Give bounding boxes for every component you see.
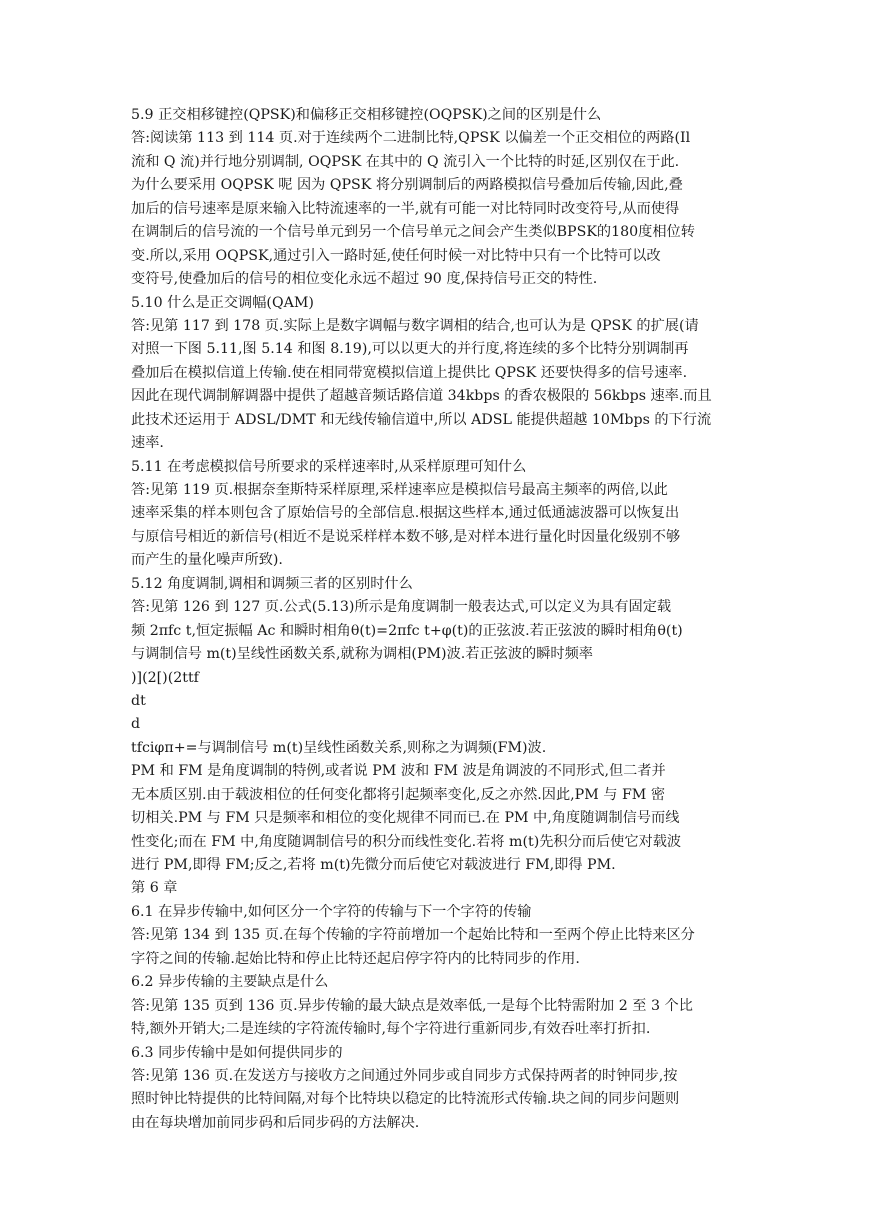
text-line: 为什么要采用 OQPSK 呢 因为 QPSK 将分别调制后的两路模拟信号叠加后传输,因此,叠 xyxy=(131,177,683,194)
text-line: PM 和 FM 是角度调制的特例,或者说 PM 波和 FM 波是角调波的不同形式,但二者并 xyxy=(131,763,666,780)
text-line: 答:见第 126 到 127 页.公式(5.13)所示是角度调制一般表达式,可以定义为具有固定载 xyxy=(131,599,672,616)
text-line: 6.1 在异步传输中,如何区分一个字符的传输与下一个字符的传输 xyxy=(131,903,532,920)
text-line: tfciφπ+=与调制信号 m(t)呈线性函数关系,则称之为调频(FM)波. xyxy=(131,739,547,756)
text-line: 照时钟比特提供的比特间隔,对每个比特块以稳定的比特流形式传输.块之间的同步问题则 xyxy=(131,1091,680,1108)
text-line: 由在每块增加前同步码和后同步码的方法解决. xyxy=(131,1114,420,1131)
text-line: 5.9 正交相移键控(QPSK)和偏移正交相移键控(OQPSK)之间的区别是什么 xyxy=(131,107,602,123)
text-line: 速率采集的样本则包含了原始信号的全部信息.根据这些样本,通过低通滤波器可以恢复出 xyxy=(131,505,680,522)
text-line: 5.11 在考虑模拟信号所要求的采样速率时,从采样原理可知什么 xyxy=(131,458,527,475)
text-line: 而产生的量化噪声所致). xyxy=(131,552,283,569)
text-line: 答:见第 117 到 178 页.实际上是数字调幅与数字调相的结合,也可认为是 QPSK 的扩展(请 xyxy=(131,317,699,334)
text-line: dt xyxy=(131,692,146,709)
text-line: 与调制信号 m(t)呈线性函数关系,就称为调相(PM)波.若正弦波的瞬时频率 xyxy=(131,646,593,663)
document-body xyxy=(131,104,751,1135)
text-line: 答:阅读第 113 到 114 页.对于连续两个二进制比特,QPSK 以偏差一个正交相位的两路(Il xyxy=(131,130,691,147)
text-line: d xyxy=(131,716,141,733)
text-line: )](2[)(2ttf xyxy=(131,669,199,686)
text-line: 此技术还运用于 ADSL/DMT 和无线传输信道中,所以 ADSL 能提供超越 10Mbps 的下行流 xyxy=(131,411,712,428)
text-line: 速率. xyxy=(131,435,164,452)
text-line: 切相关.PM 与 FM 只是频率和相位的变化规律不同而已.在 PM 中,角度随调制信号而线 xyxy=(131,810,680,827)
text-line: 对照一下图 5.11,图 5.14 和图 8.19),可以以更大的并行度,将连续的多个比特分别调制再 xyxy=(131,341,689,358)
text-line: 进行 PM,即得 FM;反之,若将 m(t)先微分而后使它对载波进行 FM,即得 PM. xyxy=(131,857,616,873)
text-line: 无本质区别.由于载波相位的任何变化都将引起频率变化,反之亦然.因此,PM 与 FM 密 xyxy=(131,786,666,803)
text-line: 答:见第 134 到 135 页.在每个传输的字符前增加一个起始比特和一至两个停止比特来区分 xyxy=(131,927,695,944)
text-line: 因此在现代调制解调器中提供了超越音频话路信道 34kbps 的香农极限的 56kbps 速率.而且 xyxy=(131,388,712,405)
text-line: 性变化;而在 FM 中,角度随调制信号的积分而线性变化.若将 m(t)先积分而后使它对载波 xyxy=(131,833,682,850)
text-line: 字符之间的传输.起始比特和停止比特还起启停字符内的比特同步的作用. xyxy=(131,950,580,967)
text-line: 与原信号相近的新信号(相近不是说采样样本数不够,是对样本进行量化时因量化级别不够 xyxy=(131,528,681,545)
text-line: 答:见第 136 页.在发送方与接收方之间通过外同步或自同步方式保持两者的时钟同步,按 xyxy=(131,1067,678,1084)
text-line: 5.12 角度调制,调相和调频三者的区别时什么 xyxy=(131,575,413,592)
text-line: 加后的信号速率是原来输入比特流速率的一半,就有可能一对比特同时改变符号,从而使得 xyxy=(131,200,680,217)
text-line: 6.3 同步传输中是如何提供同步的 xyxy=(131,1044,343,1061)
text-line: 变符号,使叠加后的信号的相位变化永远不超过 90 度,保持信号正交的特性. xyxy=(131,271,598,288)
text-line: 答:见第 119 页.根据奈奎斯特采样原理,采样速率应是模拟信号最高主频率的两倍,以此 xyxy=(131,482,668,498)
text-line: 5.10 什么是正交调幅(QAM) xyxy=(131,294,314,311)
text-line: 流和 Q 流)并行地分别调制, OQPSK 在其中的 Q 流引入一个比特的时延,区别仅在于此. xyxy=(131,153,680,170)
text-line: 在调制后的信号流的一个信号单元到另一个信号单元之间会产生类似BPSK的180度相位转 xyxy=(131,224,695,241)
text-line: 变.所以,采用 OQPSK,通过引入一路时延,使任何时候一对比特中只有一个比特可以改 xyxy=(131,247,661,264)
text-line: 第 6 章 xyxy=(131,880,178,897)
text-line: 6.2 异步传输的主要缺点是什么 xyxy=(131,974,329,991)
text-line: 叠加后在模拟信道上传输.使在相同带宽模拟信道上提供比 QPSK 还要快得多的信号速率. xyxy=(131,364,688,381)
text-line: 特,额外开销大;二是连续的字符流传输时,每个字符进行重新同步,有效吞吐率打折扣. xyxy=(131,1021,651,1038)
text-line: 答:见第 135 页到 136 页.异步传输的最大缺点是效率低,一是每个比特需附加 2 至 3 个比 xyxy=(131,997,693,1014)
text-line: 频 2πfc t,恒定振幅 Ac 和瞬时相角θ(t)=2πfc t+φ(t)的正弦波.若正弦波的瞬时相角θ(t) xyxy=(131,622,683,639)
